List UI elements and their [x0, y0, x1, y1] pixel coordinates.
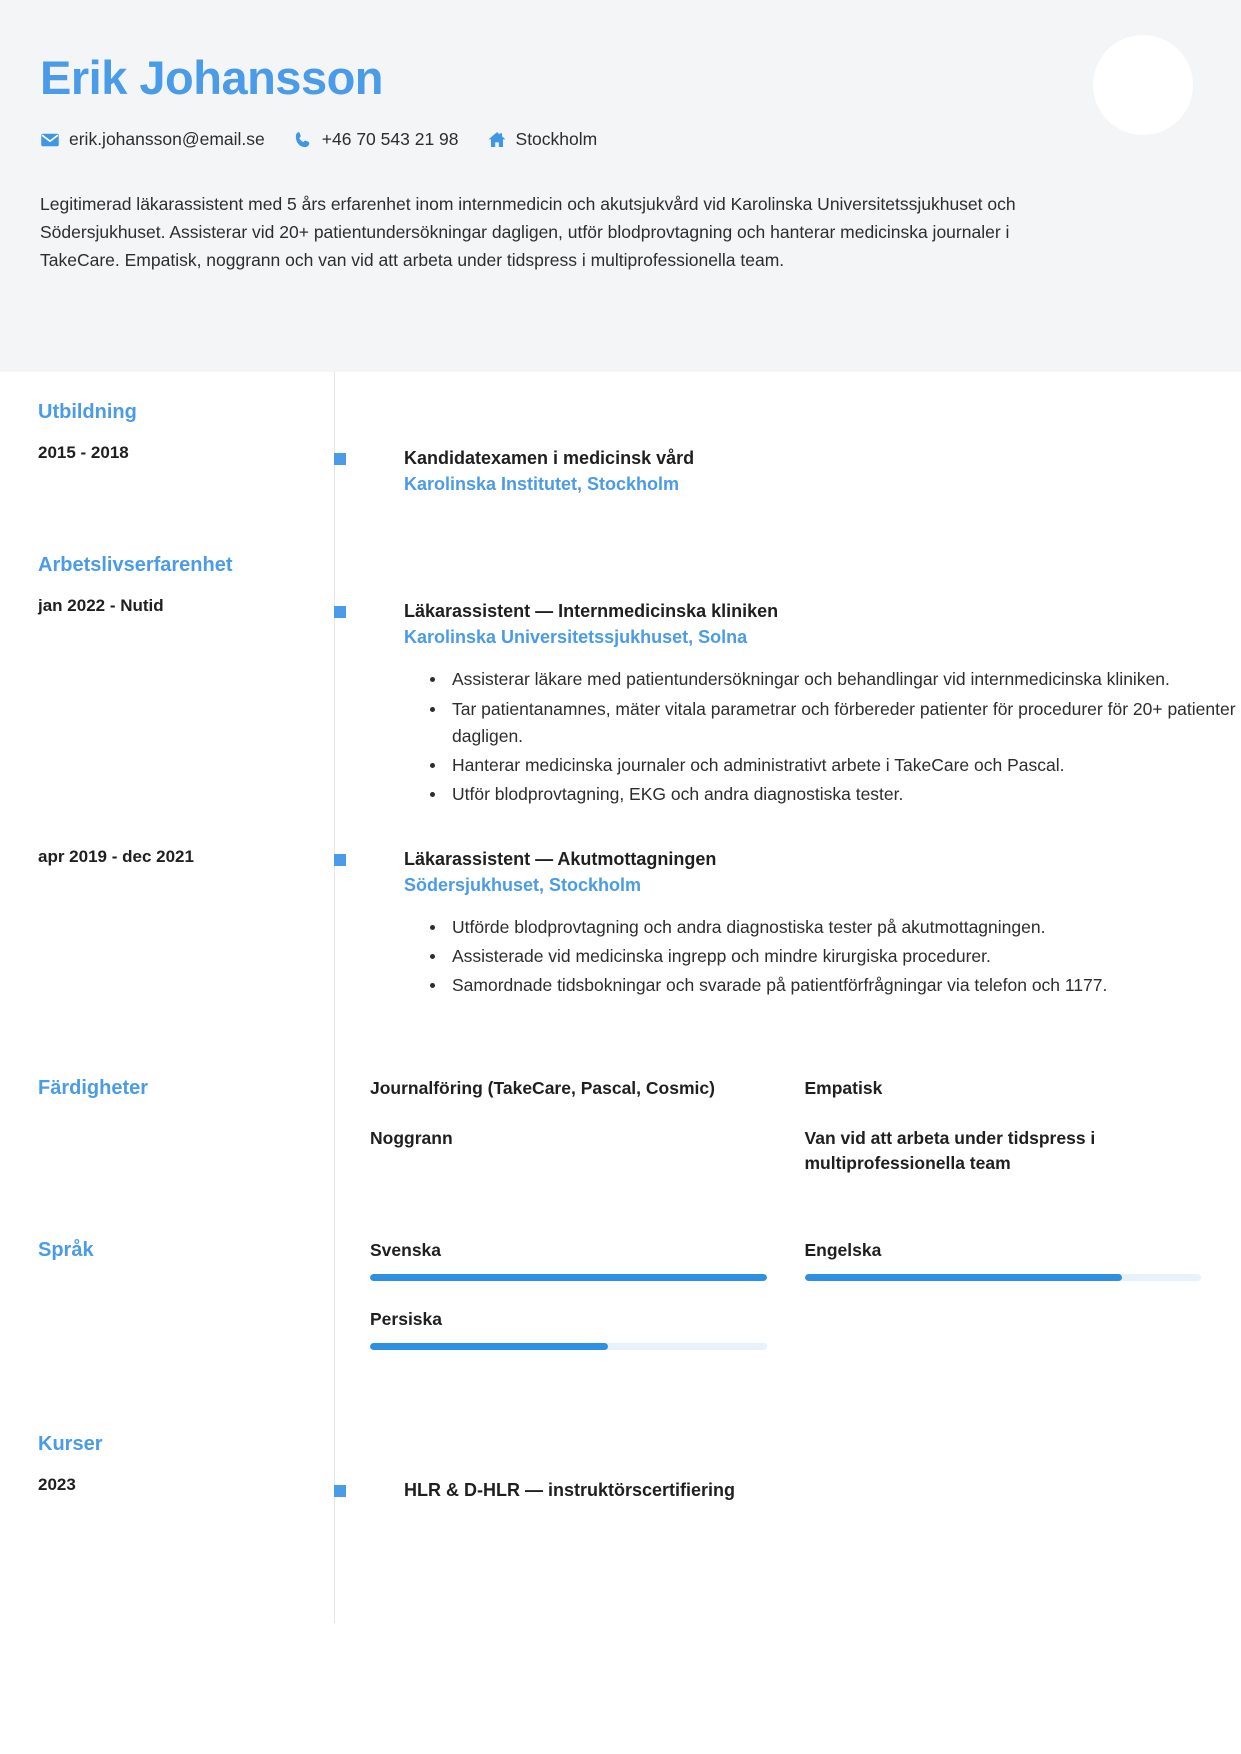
- list-item: Hanterar medicinska journaler och administrativt arbete i TakeCare och Pascal.: [426, 752, 1241, 779]
- section-experience-entry-2: [0, 846, 1241, 1002]
- languages-column-left: [370, 1238, 767, 1376]
- language-level-fill: [370, 1274, 767, 1281]
- experience-bullets-0: [426, 666, 1241, 808]
- contact-phone-text: +46 70 543 21 98: [321, 128, 459, 149]
- course-title: HLR & D-HLR — instruktörscertifiering: [404, 1479, 736, 1500]
- education-right-col: [334, 400, 1241, 497]
- courses-left-col: [0, 1432, 334, 1496]
- experience-entry-date-1: apr 2019 - dec 2021: [38, 847, 194, 866]
- skill-item: Empatisk: [804, 1077, 883, 1098]
- experience-employer-1: Södersjukhuset, Stockholm: [404, 875, 642, 896]
- language-name: Engelska: [804, 1240, 882, 1261]
- skills-column-left: [370, 1076, 767, 1203]
- section-languages: [0, 1238, 1241, 1376]
- language-level-fill: [370, 1343, 608, 1350]
- list-item: Utför blodprovtagning, EKG och andra diagnostiska tester.: [426, 781, 1241, 808]
- experience-job-title-0: Läkarassistent — Internmedicinska kliniken: [404, 601, 779, 622]
- avatar: [1093, 35, 1193, 135]
- course-entry: [334, 1477, 1241, 1503]
- education-institution: Karolinska Institutet, Stockholm: [404, 474, 680, 495]
- section-skills: [0, 1076, 1241, 1203]
- home-icon: [487, 130, 507, 150]
- skills-column-right: [805, 1076, 1202, 1203]
- list-item: Utförde blodprovtagning och andra diagnostiska tester på akutmottagningen.: [426, 914, 1241, 941]
- languages-left-col: [0, 1238, 334, 1262]
- education-entry: [334, 445, 1241, 497]
- contact-location-text: Stockholm: [515, 128, 598, 149]
- section-title-courses: Kurser: [38, 1432, 103, 1455]
- list-item: Assisterar läkare med patientundersökningar och behandlingar vid internmedicinska kliniken.: [426, 666, 1241, 693]
- list-item: Samordnade tidsbokningar och svarade på patientförfrågningar via telefon och 1177.: [426, 972, 1241, 999]
- section-courses: [0, 1432, 1241, 1503]
- experience-left-col-2: [0, 846, 334, 868]
- skills-left-col: [0, 1076, 334, 1100]
- section-title-languages: Språk: [38, 1239, 94, 1262]
- section-title-skills: Färdigheter: [38, 1076, 149, 1099]
- entry-marker-icon: [334, 606, 346, 618]
- section-title-education: Utbildning: [38, 401, 137, 423]
- candidate-name: Erik Johansson: [40, 51, 383, 104]
- contact-location[interactable]: [487, 130, 598, 150]
- language-name: Svenska: [370, 1240, 442, 1261]
- courses-right-col: [334, 1432, 1241, 1503]
- experience-right-col: [334, 553, 1241, 810]
- experience-bullets-1: [426, 914, 1241, 999]
- skill-item: Noggrann: [370, 1128, 453, 1149]
- experience-entry-0: [334, 598, 1241, 808]
- education-left-col: [0, 400, 334, 464]
- contact-email-text: erik.johansson@email.se: [69, 128, 265, 149]
- entry-marker-icon: [334, 854, 346, 866]
- phone-icon: [293, 130, 313, 150]
- list-item: Assisterade vid medicinska ingrepp och mindre kirurgiska procedurer.: [426, 943, 1241, 970]
- contact-row: [40, 130, 1201, 150]
- envelope-icon: [40, 130, 60, 150]
- languages-right-col: [334, 1238, 1241, 1376]
- contact-phone[interactable]: [293, 130, 459, 150]
- language-name: Persiska: [370, 1308, 443, 1329]
- resume-header: [0, 0, 1241, 372]
- entry-marker-icon: [334, 1485, 346, 1497]
- professional-summary: Legitimerad läkarassistent med 5 års erfarenhet inom internmedicin och akutsjukvård vid Karolinska Universitetssjukhuset och Södersjukhuset. Assisterar vid 20+ patientundersökningar dagligen, utför blodprovtagning och hanterar medicinska journaler i TakeCare. Empatisk, noggrann och van vid att arbeta under tidspress i multiprofessionella team.: [40, 193, 1016, 271]
- experience-job-title-1: Läkarassistent — Akutmottagningen: [404, 849, 717, 869]
- experience-employer-0: Karolinska Universitetssjukhuset, Solna: [404, 627, 748, 648]
- section-title-experience: Arbetslivserfarenhet: [38, 554, 233, 577]
- language-item-persiska: [370, 1307, 767, 1350]
- languages-grid: [334, 1238, 1241, 1376]
- experience-entry-1: [334, 846, 1241, 1000]
- languages-column-right: [805, 1238, 1202, 1376]
- course-entry-date: 2023: [38, 1474, 76, 1494]
- education-entry-date: 2015 - 2018: [38, 443, 129, 462]
- language-item-engelska: [805, 1238, 1202, 1281]
- language-item-svenska: [370, 1238, 767, 1281]
- skills-grid: [334, 1076, 1241, 1203]
- language-level-bar: [370, 1274, 767, 1281]
- list-item: Tar patientanamnes, mäter vitala parametrar och förbereder patienter för procedurer för 20+ patienter dagligen.: [426, 696, 1241, 750]
- contact-email[interactable]: [40, 130, 265, 150]
- language-level-fill: [805, 1274, 1122, 1281]
- language-level-bar: [370, 1343, 767, 1350]
- entry-marker-icon: [334, 453, 346, 465]
- language-level-bar: [805, 1274, 1202, 1281]
- experience-left-col: [0, 553, 334, 617]
- resume-body: [0, 372, 1241, 1623]
- skill-item: Van vid att arbeta under tidspress i multiprofessionella team: [804, 1128, 1096, 1174]
- section-education: [0, 400, 1241, 497]
- section-experience: [0, 553, 1241, 810]
- skill-item: Journalföring (TakeCare, Pascal, Cosmic): [370, 1077, 715, 1098]
- skills-right-col: [334, 1076, 1241, 1203]
- education-degree: Kandidatexamen i medicinsk vård: [404, 448, 695, 468]
- experience-right-col-2: [334, 846, 1241, 1002]
- experience-entry-date-0: jan 2022 - Nutid: [38, 596, 164, 616]
